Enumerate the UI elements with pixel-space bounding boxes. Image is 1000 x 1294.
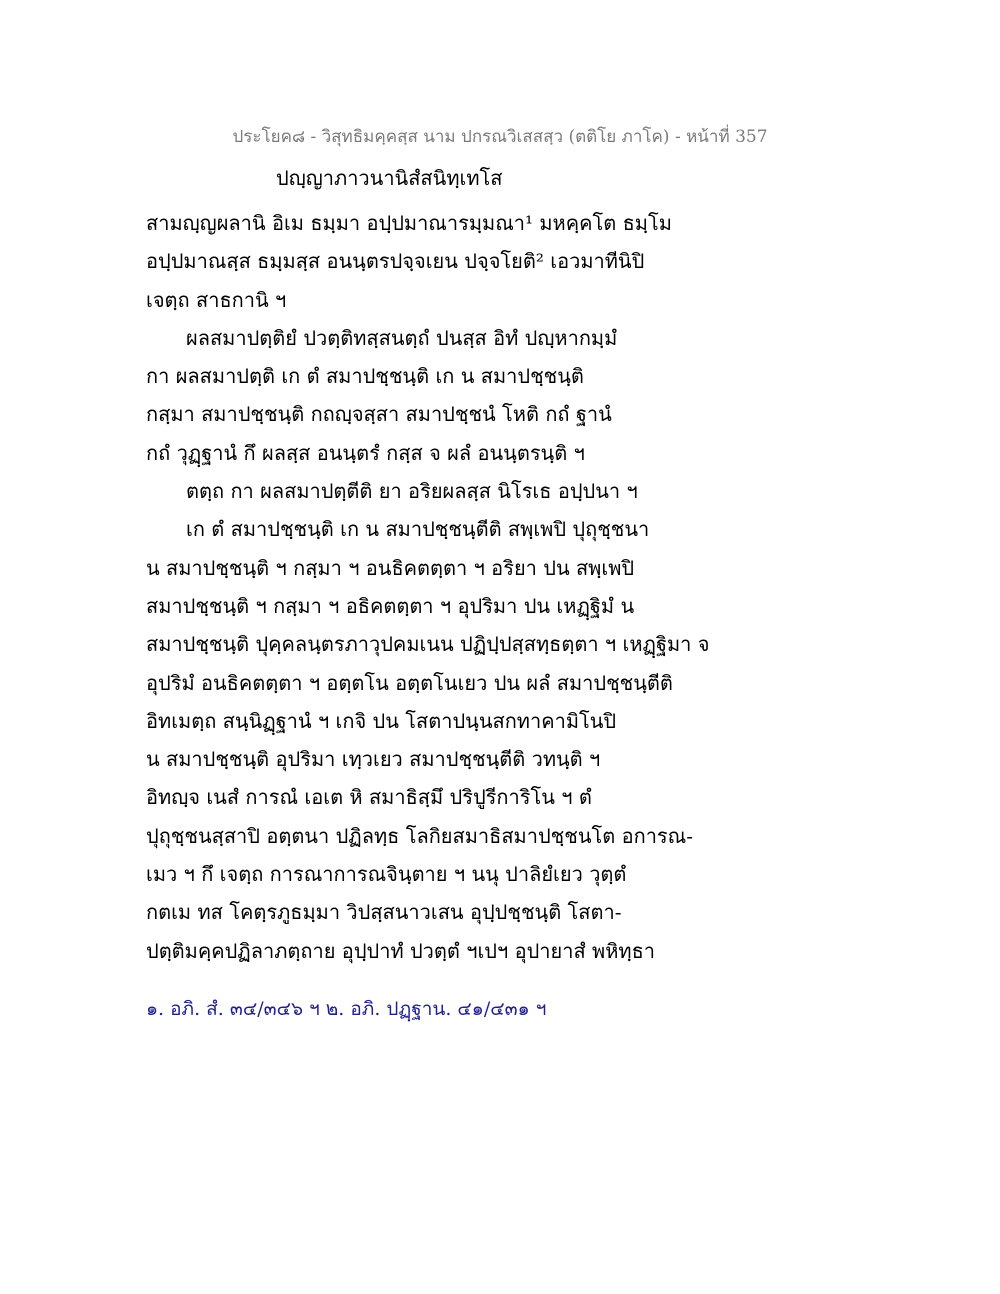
text-line: กา ผลสมาปตฺติ เก ตํ สมาปชฺชนฺติ เก น สมาปชฺชนฺติ	[146, 364, 584, 389]
section-title: ปญฺญาภาวนานิสํสนิทฺเทโส	[276, 166, 503, 190]
text-line: เก ตํ สมาปชฺชนฺติ เก น สมาปชฺชนฺตีติ สพฺเพปิ ปุถุชฺชนา	[186, 517, 650, 542]
text-line: อุปริมํ อนธิคตตฺตา ฯ อตฺตโน อตฺตโนเยว ปน ผลํ สมาปชฺชนฺตีติ	[146, 670, 673, 695]
running-header	[0, 123, 1000, 150]
text-line: อิทเมตฺถ สนฺนิฏฺฐานํ ฯ เกจิ ปน โสตาปนฺนสกทาคามิโนปิ	[146, 708, 617, 733]
text-line: ปุถุชฺชนสฺสาปิ อตฺตนา ปฏิลทฺธ โลกิยสมาธิสมาปชฺชนโต อการณ-	[146, 823, 693, 848]
footnote: ๑. อภิ. สํ. ๓๔/๓๔๖ ฯ ๒. อภิ. ปฏฺฐาน. ๔๑/๔๓๑ ฯ	[146, 998, 547, 1020]
text-line: สมาปชฺชนฺติ ปุคฺคลนฺตรภาวุปคมเนน ปฏิปฺปสฺสทฺธตฺตา ฯ เหฏฺฐิมา จ	[146, 632, 710, 657]
text-line: อปฺปมาณสฺส ธมฺมสฺส อนนฺตรปจฺจเยน ปจฺจโยติ² เอวมาทีนิปิ	[146, 249, 645, 274]
text-line: ตตฺถ กา ผลสมาปตฺตีติ ยา อริยผลสฺส นิโรเธ อปฺปนา ฯ	[186, 479, 638, 504]
text-line: สามญฺญผลานิ อิเม ธมฺมา อปฺปมาณารมฺมณา¹ มหคฺคโต ธมฺโม	[146, 211, 672, 235]
text-line: เมว ฯ กึ เจตฺถ การณาการณจินฺตาย ฯ นนุ ปาลิยํเยว วุตฺตํ	[146, 862, 627, 887]
text-line: สมาปชฺชนฺติ ฯ กสฺมา ฯ อธิคตตฺตา ฯ อุปริมา ปน เหฏฺฐิมํ น	[146, 593, 635, 618]
text-line: กสฺมา สมาปชฺชนฺติ กถญฺจสฺสา สมาปชฺชนํ โหติ กถํ ฐานํ	[146, 402, 612, 427]
text-line: ปตฺติมคฺคปฏิลาภตฺถาย อุปฺปาทํ ปวตฺตํ ฯเปฯ อุปายาสํ พหิทฺธา	[146, 938, 656, 963]
text-line: อิทญฺจ เนสํ การณํ เอเต หิ สมาธิสฺมึ ปริปูรีการิโน ฯ ตํ	[146, 785, 592, 810]
text-line: กถํ วุฏฺฐานํ กึ ผลสฺส อนนฺตรํ กสฺส จ ผลํ อนนฺตรนฺติ ฯ	[146, 440, 585, 465]
text-line: ผลสมาปตฺติยํ ปวตฺติทสฺสนตฺถํ ปนสฺส อิทํ ปญฺหากมฺมํ	[186, 325, 618, 350]
text-line: น สมาปชฺชนฺติ ฯ กสฺมา ฯ อนธิคตตฺตา ฯ อริยา ปน สพฺเพปิ	[146, 555, 635, 580]
text-line: เจตฺถ สาธกานิ ฯ	[146, 287, 287, 312]
text-line: กตเม ทส โคตฺรภูธมฺมา วิปสฺสนาวเสน อุปฺปชฺชนฺติ โสตา-	[146, 900, 622, 925]
body-text	[146, 204, 866, 970]
running-header-text: ประโยค๘ - วิสุทธิมคฺคสฺส นาม ปกรณวิเสสสฺว (ตติโย ภาโค) - หน้าที่ 357	[232, 127, 768, 147]
text-line: น สมาปชฺชนฺติ อุปริมา เทฺวเยว สมาปชฺชนฺตีติ วทนฺติ ฯ	[146, 747, 601, 772]
